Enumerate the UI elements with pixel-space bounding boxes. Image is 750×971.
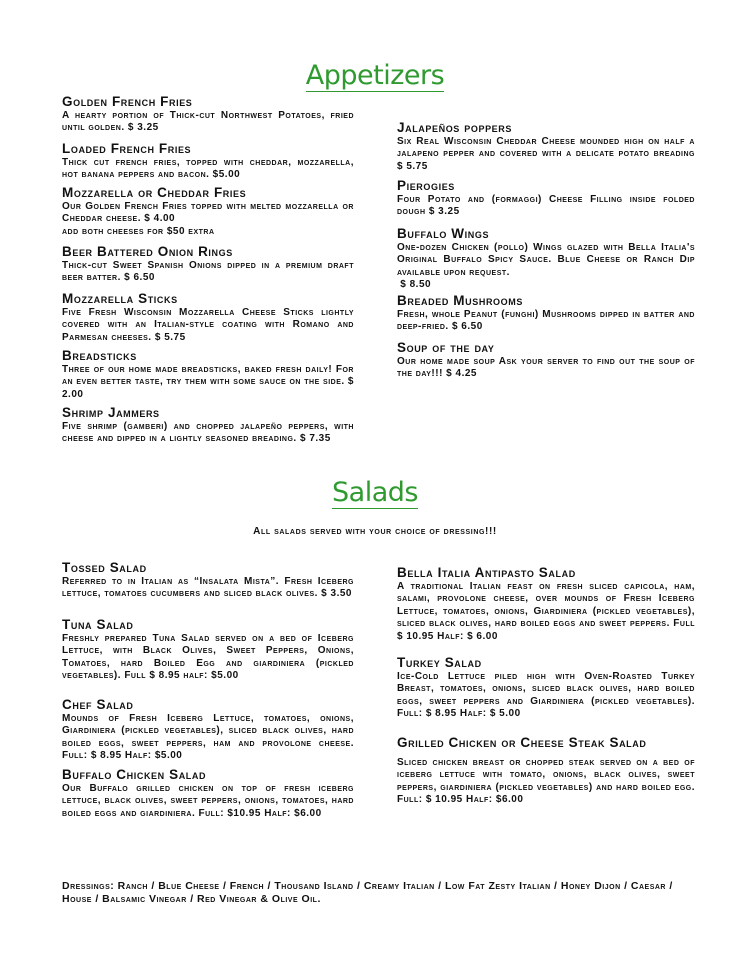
menu-item-description: Referred to in Italian as “Insalata Mista”. Fresh Iceberg lettuce, tomatoes cucumbers and sliced black olives. $ 3.50 [62, 576, 354, 600]
menu-item-name: Chef Salad [62, 697, 134, 712]
menu-item [397, 121, 695, 173]
menu-item-name: Shrimp Jammers [62, 405, 160, 420]
menu-item-description: Our Buffalo grilled chicken on top of fresh iceberg lettuce, black olives, sweet peppers, onions, tomatoes, hard boiled eggs and giardiniera. Full: $10.95 Half: $6.00 [62, 783, 354, 819]
menu-item-description: Our home made soup Ask your server to find out the soup of the day!!! $ 4.25 [397, 356, 695, 380]
menu-item [62, 406, 354, 446]
menu-item-name: Mozzarella Sticks [62, 291, 178, 306]
menu-item-description: Freshly prepared Tuna Salad served on a bed of Iceberg Lettuce, with Black Olives, Sweet Peppers, Onions, Tomatoes, hard Boiled Egg and giardiniera (pickled vegetables). Full $ 8.95 half: $5.00 [62, 633, 354, 682]
salads-note: All salads served with your choice of dressing!!! [253, 526, 497, 537]
menu-item-name: Loaded French Fries [62, 141, 192, 156]
menu-item-description: Thick-cut Sweet Spanish Onions dipped in a premium draft beer batter. $ 6.50 [62, 260, 354, 284]
menu-item-name: Grilled Chicken or Cheese Steak Salad [397, 735, 647, 750]
menu-item-description: A traditional Italian feast on fresh sliced capicola, ham, salami, provolone cheese, over mounds of Fresh Iceberg Lettuce, tomatoes, onions, Giardiniera (pickled vegetables), sliced black olives, hard boiled eggs and sweet peppers. Full $ 10.95 Half: $ 6.00 [397, 581, 695, 642]
menu-item-extra: $ 8.50 [397, 279, 432, 291]
menu-item [62, 142, 354, 182]
menu-item [62, 292, 354, 344]
salads-title-text: Salads [332, 477, 418, 508]
menu-item-name: Bella Italia Antipasto Salad [397, 565, 576, 580]
menu-item-description: Sliced chicken breast or chopped steak served on a bed of iceberg lettuce with tomato, onions, black olives, sweet peppers, giardiniera (pickled vegetables) and hard boiled egg. Full: $ 10.95 Half: $6.00 [397, 757, 695, 806]
menu-item [397, 179, 695, 219]
menu-item [397, 734, 695, 807]
menu-item-description: Ice-Cold Lettuce piled high with Oven-Roasted Turkey Breast, tomatoes, onions, sliced black olives, hard boiled eggs, sweet peppers and Giardiniera (pickled vegetables). Full: $ 8.95 Half: $ 5.00 [397, 671, 695, 720]
menu-item [397, 294, 695, 334]
dressings-list: Dressings: Ranch / Blue Cheese / French / Thousand Island / Creamy Italian / Low Fat Zesty Italian / Honey Dijon / Caesar / House / Balsamic Vinegar / Red Vinegar & Olive Oil. [62, 880, 673, 905]
menu-item-name: Turkey Salad [397, 655, 482, 670]
menu-item-name: Mozzarella or Cheddar Fries [62, 185, 247, 200]
menu-item-description: Six Real Wisconsin Cheddar Cheese mounded high on half a jalapeno pepper and covered with a delicate potato breading $ 5.75 [397, 136, 695, 172]
menu-item [62, 618, 354, 683]
menu-item-name: Buffalo Wings [397, 226, 490, 241]
salads-title [0, 477, 750, 508]
menu-item-description: A hearty portion of Thick-cut Northwest Potatoes, fried until golden. $ 3.25 [62, 110, 354, 134]
menu-item-name: Tuna Salad [62, 617, 134, 632]
menu-item-name: Buffalo Chicken Salad [62, 767, 207, 782]
menu-item-description: Four Potato and (formaggi) Cheese Filling inside folded dough $ 3.25 [397, 194, 695, 218]
menu-item [62, 186, 354, 238]
menu-item-name: Breaded Mushrooms [397, 293, 523, 308]
menu-item [62, 245, 354, 285]
menu-item-name: Soup of the day [397, 340, 495, 355]
menu-item [62, 698, 354, 763]
menu-item-name: Pierogies [397, 178, 455, 193]
menu-item [62, 95, 354, 135]
menu-item [62, 561, 354, 601]
menu-item [397, 227, 695, 292]
menu-item-description: Three of our home made breadsticks, baked fresh daily! For an even better taste, try them with some sauce on the side. $ 2.00 [62, 364, 354, 400]
menu-item [62, 768, 354, 820]
menu-item-description: Thick cut french fries, topped with cheddar, mozzarella, hot banana peppers and bacon. $5.00 [62, 157, 354, 181]
menu-item [62, 349, 354, 401]
menu-item [397, 566, 695, 643]
menu-item-description: Five Fresh Wisconsin Mozzarella Cheese Sticks lightly covered with an Italian-style coating with Romano and Parmesan cheeses. $ 5.75 [62, 307, 354, 343]
menu-item-description: Mounds of Fresh Iceberg Lettuce, tomatoes, onions, Giardiniera (pickled vegetables), sliced black olives, hard boiled eggs, sweet peppers, ham and provolone cheese. Full: $ 8.95 Half: $5.00 [62, 713, 354, 762]
menu-item-description: Our Golden French Fries topped with melted mozzarella or Cheddar cheese. $ 4.00 [62, 201, 354, 225]
menu-item-name: Tossed Salad [62, 560, 147, 575]
menu-item-description: One-dozen Chicken (pollo) Wings glazed with Bella Italia's Original Buffalo Spicy Sauce. Blue Cheese or Ranch Dip available upon request. [397, 242, 695, 278]
menu-item-description: Five shrimp (gamberi) and chopped jalapeño peppers, with cheese and dipped in a lightly seasoned breading. $ 7.35 [62, 421, 354, 445]
menu-item-name: Breadsticks [62, 348, 137, 363]
menu-item-name: Jalapeños poppers [397, 120, 512, 135]
menu-item-name: Golden French Fries [62, 94, 193, 109]
appetizers-title [0, 60, 750, 91]
menu-item-extra: add both cheeses for $50 extra [62, 225, 215, 237]
menu-item-description: Fresh, whole Peanut (funghi) Mushrooms dipped in batter and deep-fried. $ 6.50 [397, 309, 695, 333]
menu-item [397, 341, 695, 381]
appetizers-title-text: Appetizers [305, 60, 445, 91]
menu-item [397, 656, 695, 721]
menu-item-name: Beer Battered Onion Rings [62, 244, 233, 259]
